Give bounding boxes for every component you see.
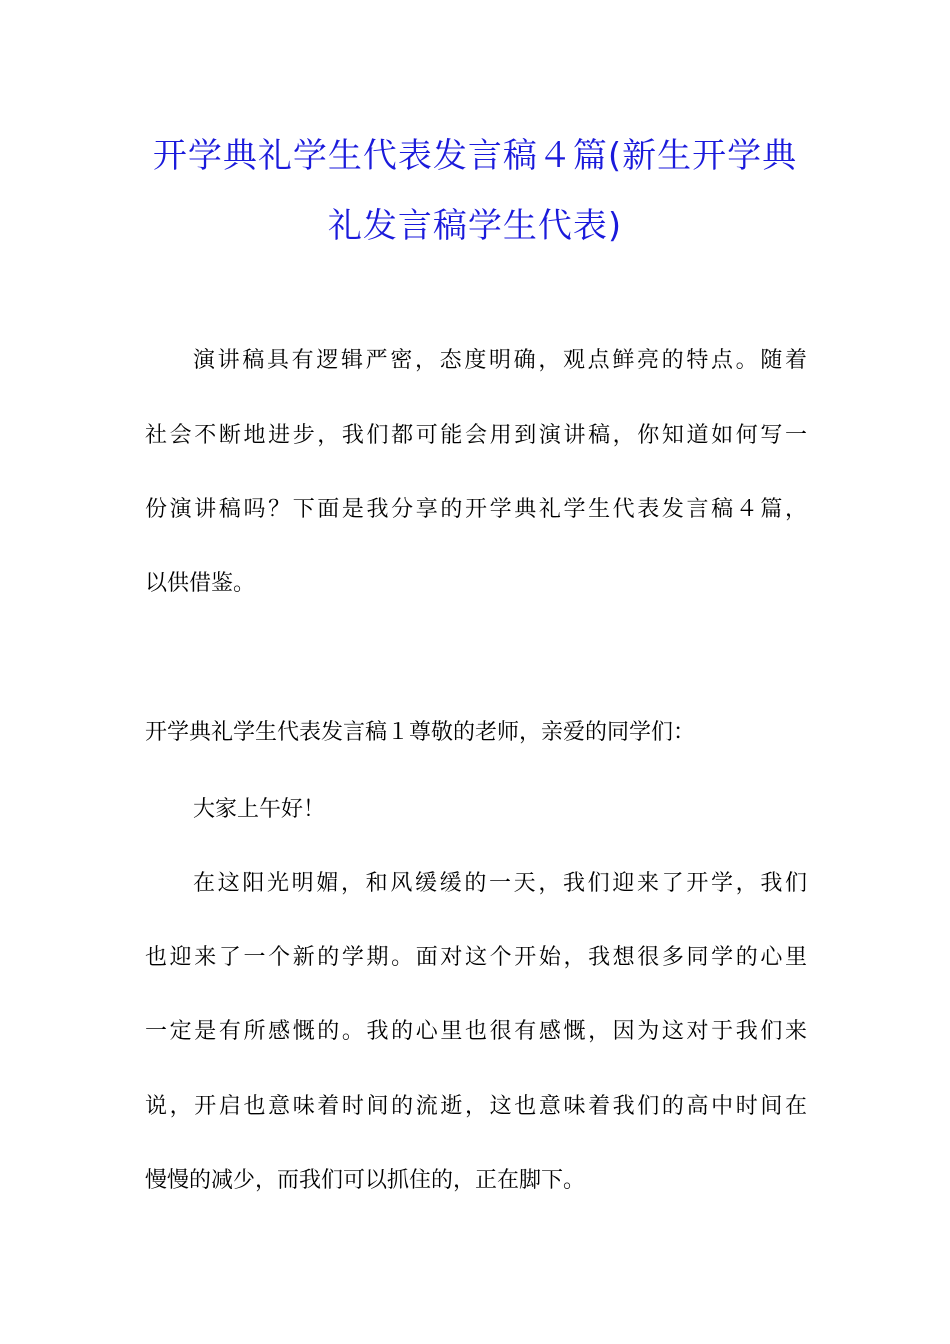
body-line-3: 一定是有所感慨的。我的心里也很有感慨，因为这对于我们来	[145, 1019, 807, 1044]
body-line-1: 在这阳光明媚，和风缓缓的一天，我们迎来了开学，我们	[193, 871, 807, 896]
intro-line-2: 社会不断地进步，我们都可能会用到演讲稿，你知道如何写一	[145, 423, 807, 448]
document-title-line-2: 礼发言稿学生代表)	[327, 206, 623, 246]
body-line-4: 说，开启也意味着时间的流逝，这也意味着我们的高中时间在	[145, 1094, 807, 1119]
section-heading: 开学典礼学生代表发言稿１尊敬的老师，亲爱的同学们：	[145, 720, 696, 745]
greeting-line: 大家上午好！	[193, 797, 326, 822]
body-line-2: 也迎来了一个新的学期。面对这个开始，我想很多同学的心里	[145, 945, 807, 970]
body-line-5: 慢慢的减少，而我们可以抓住的，正在脚下。	[145, 1168, 586, 1193]
intro-line-4: 以供借鉴。	[145, 571, 256, 596]
intro-line-1: 演讲稿具有逻辑严密，态度明确，观点鲜亮的特点。随着	[193, 348, 807, 373]
document-title-line-1: 开学典礼学生代表发言稿４篇(新生开学典	[152, 136, 798, 176]
intro-line-3: 份演讲稿吗？下面是我分享的开学典礼学生代表发言稿４篇，	[145, 497, 807, 522]
